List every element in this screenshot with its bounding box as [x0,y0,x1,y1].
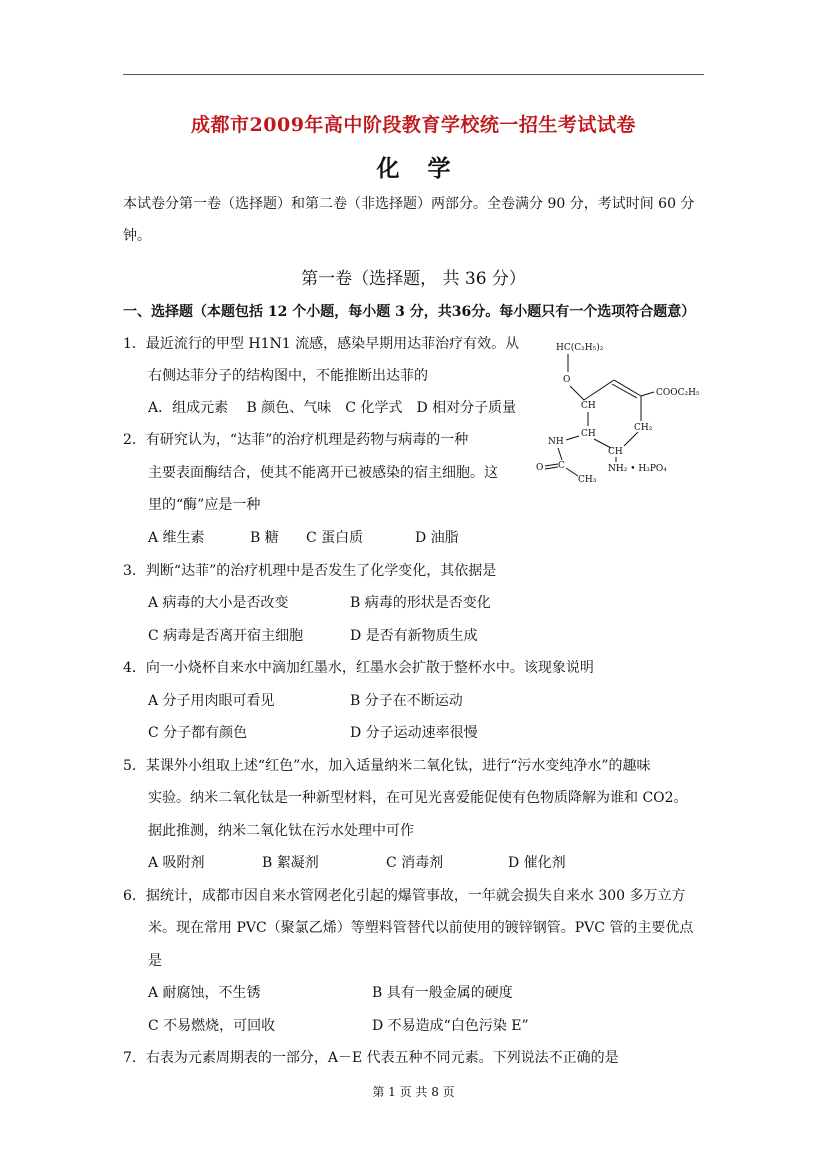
svg-text:C: C [558,461,565,471]
q5-line-3: 据此推测，纳米二氧化钛在污水处理中可作 [148,823,414,839]
structure-nh: NH [548,437,564,447]
intro-line-1: 本试卷分第一卷（选择题）和第二卷（非选择题）两部分。全卷满分 90 分，考试时间 60 分 [123,196,695,212]
q6-option-a: A 耐腐蚀，不生锈 [148,985,261,1001]
q2-option-d: D 油脂 [415,530,459,546]
structure-o: O [563,375,571,385]
structure-ch3: CH₃ [578,475,597,485]
volume-title: 第一卷（选择题， 共 36 分） [301,269,526,289]
q6-line-3: 是 [148,953,162,969]
q3-line-1: 3．判断“达菲”的治疗机理中是否发生了化学变化，其依据是 [123,563,497,579]
q1-options: A．组成元素 B 颜色、气味 C 化学式 D 相对分子质量 [148,400,517,416]
subject-title: 化学 [376,155,479,182]
structure-ester: COOC₂H₅ [656,388,700,398]
structure-ch-right: CH [608,447,623,457]
q6-line-1: 6．据统计，成都市因自来水管网老化引起的爆管事故，一年就会损失自来水 300 多万立方 [123,888,686,904]
q1-line-2: 右侧达菲分子的结构图中，不能推断出达菲的 [148,368,428,384]
structure-nh2-salt: NH₂ • H₃PO₄ [608,464,667,474]
q6-option-c: C 不易燃烧，可回收 [148,1018,276,1034]
structure-ch2: CH₂ [634,423,653,433]
q5-option-b: B 絮凝剂 [262,855,319,871]
structure-carbonyl-o: O [536,463,544,473]
q5-line-2: 实验。纳米二氧化钛是一种新型材料，在可见光喜爱能促使有色物质降解为谁和 CO2。 [148,790,688,806]
q2-option-c: C 蛋白质 [306,530,364,546]
q7-line-1: 7．右表为元素周期表的一部分，A－E 代表五种不同元素。下列说法不正确的是 [123,1050,619,1066]
q6-option-d: D 不易造成“白色污染 E” [372,1018,529,1034]
q5-option-a: A 吸附剂 [148,855,205,871]
header-rule [123,74,704,75]
intro-line-2: 钟。 [123,228,151,244]
section-heading: 一、选择题（本题包括 12 个小题，每小题 3 分，共36分。每小题只有一个选项符合题意） [123,304,696,320]
q5-option-c: C 消毒剂 [386,855,444,871]
q1-line-1: 1．最近流行的甲型 H1N1 流感，感染早期用达菲治疗有效。从 [123,336,520,352]
q2-line-2: 主要表面酶结合，使其不能离开已被感染的宿主细胞。这 [148,465,498,481]
structure-ch-left: CH [581,401,596,411]
tamiflu-structure-diagram [536,336,716,486]
q3-option-b: B 病毒的形状是否变化 [350,595,491,611]
q6-option-b: B 具有一般金属的硬度 [372,985,513,1001]
q5-line-1: 5．某课外小组取上述“红色”水，加入适量纳米二氧化钛，进行“污水变纯净水”的趣味 [123,758,651,774]
q2-option-b: B 糖 [250,530,279,546]
q4-option-b: B 分子在不断运动 [350,693,463,709]
q4-line-1: 4．向一小烧杯自来水中滴加红墨水，红墨水会扩散于整杯水中。该现象说明 [123,660,594,676]
structure-top-group: HC(C₂H₅)₂ [556,343,604,353]
page-footer: 第 1 页 共 8 页 [372,1085,455,1099]
q2-line-3: 里的“酶”应是一种 [148,497,261,513]
q3-option-a: A 病毒的大小是否改变 [148,595,289,611]
q3-option-c: C 病毒是否离开宿主细胞 [148,628,304,644]
q2-option-a: A 维生素 [148,530,205,546]
q3-option-d: D 是否有新物质生成 [350,628,478,644]
exam-title: 成都市2009年高中阶段教育学校统一招生考试试卷 [191,114,636,136]
structure-ch-mid: CH [581,429,596,439]
q4-option-c: C 分子都有颜色 [148,725,248,741]
q4-option-a: A 分子用肉眼可看见 [148,693,275,709]
q6-line-2: 米。现在常用 PVC（聚氯乙烯）等塑料管替代以前使用的镀锌钢管。PVC 管的主要优点 [148,920,694,936]
q5-option-d: D 催化剂 [508,855,566,871]
q4-option-d: D 分子运动速率很慢 [350,725,478,741]
q2-line-1: 2．有研究认为，“达菲”的治疗机理是药物与病毒的一种 [123,432,469,448]
